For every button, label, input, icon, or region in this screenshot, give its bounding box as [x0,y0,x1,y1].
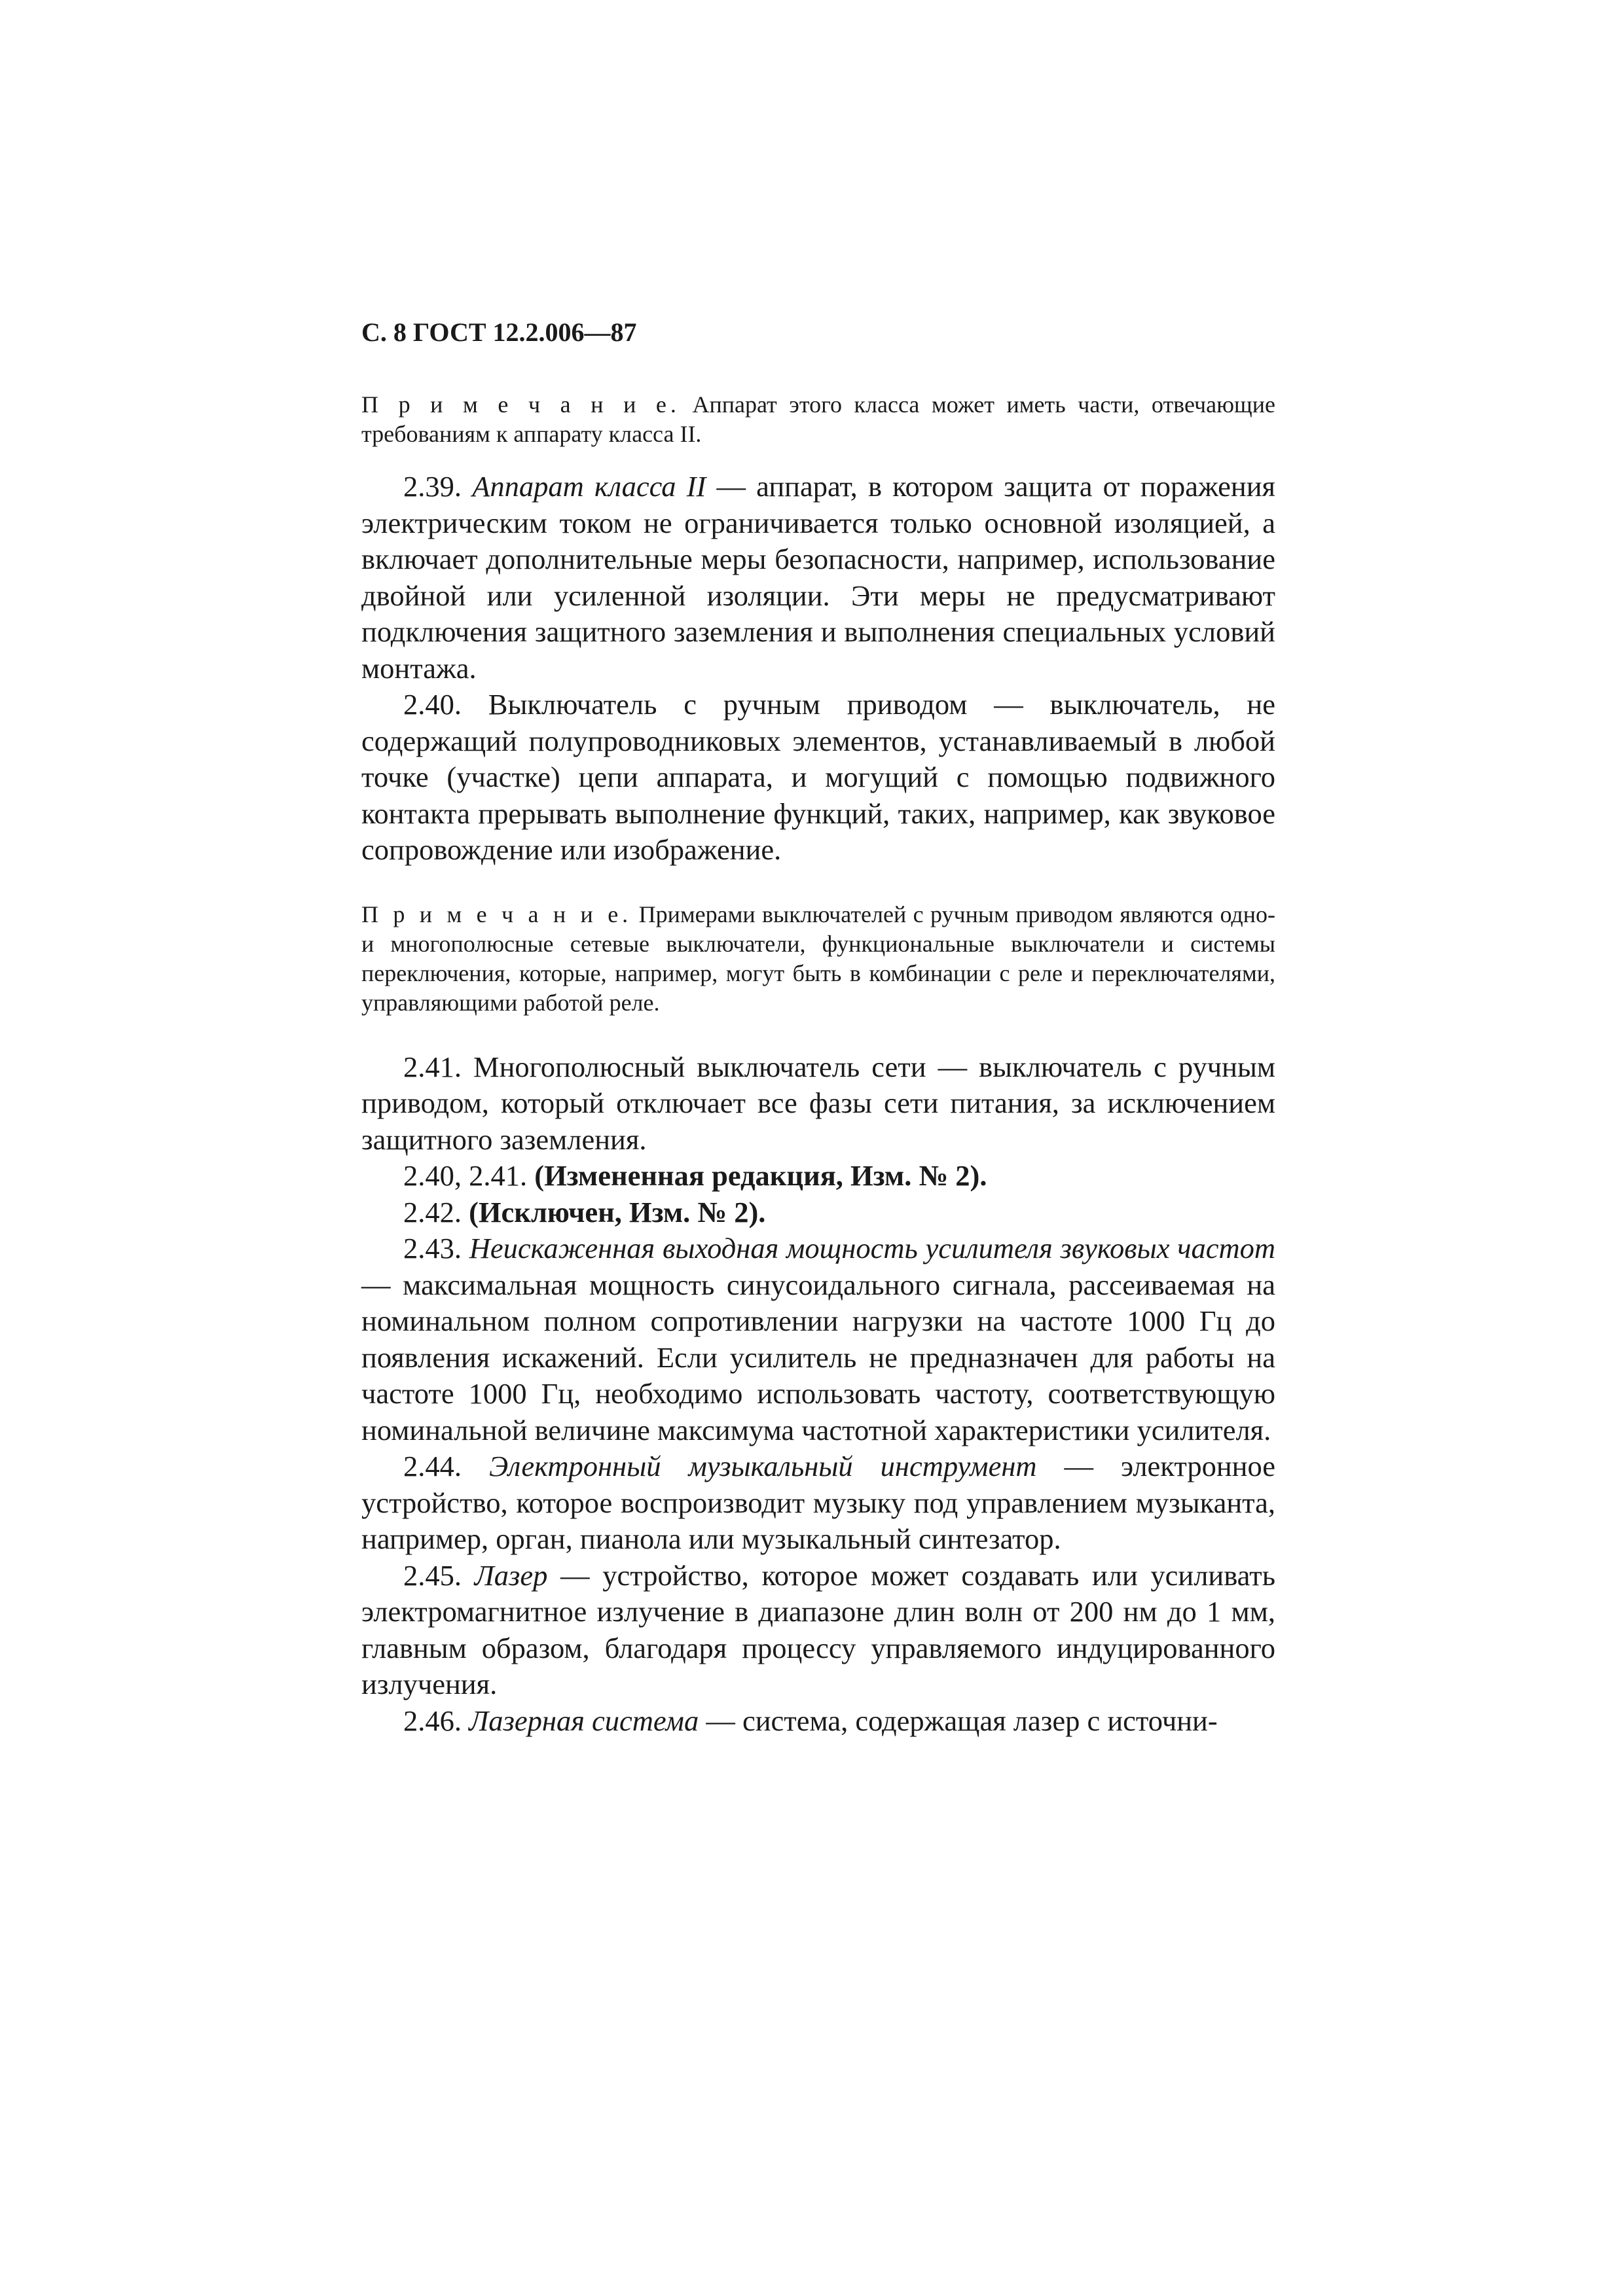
note-switches [361,900,1275,1018]
amendment-note: (Исключен, Изм. № 2). [469,1195,766,1229]
item-number: 2.39. [403,470,473,503]
note-label: П р и м е ч а н и е. [361,901,632,927]
item-number: 2.45. [403,1558,475,1592]
paragraph-2-40-2-41-change [361,1158,1275,1194]
term: Лазер [474,1558,548,1592]
note-label: П р и м е ч а н и е. [361,391,680,418]
definition: — устройство, которое может создавать или усиливать электромагнитное излучение в диапазоне длин волн от 200 нм до 1 мм, главным образом, благодаря процессу управляемого индуцированного излучения. [361,1558,1276,1700]
note-text: Аппарат этого класса может иметь части, отвечающие требованиям к аппарату класса II. [361,391,1275,447]
paragraph-2-43 [361,1230,1275,1448]
definition: — аппарат, в котором защита от поражения электрическим током не ограничивается только основной изоляцией, а включает дополнительные меры безопасности, например, использование двойной или усиленной изоляции. Эти меры не предусматривают подключения защитного заземления и выполнения специальных условий монтажа. [361,470,1275,685]
item-number: 2.46. [403,1704,469,1737]
paragraph-2-39 [361,469,1275,687]
paragraph-2-45 [361,1558,1275,1703]
term: Неискаженная выходная мощность усилителя звуковых частот [469,1232,1276,1265]
item-number: 2.43. [403,1232,469,1265]
note-text: Примерами выключателей с ручным приводом являются одно- и многополюсные сетевые выключатели, функциональные выключатели и системы переключения, которые, например, могут быть в комбинации с реле и переключателями, управляющими работой реле. [361,901,1275,1016]
term: Электронный музыкальный инструмент [489,1450,1037,1482]
document-page [361,314,1275,1739]
paragraph-2-46 [361,1703,1275,1740]
definition: — электронное устройство, которое воспроизводит музыку под управлением музыканта, например, орган, пианола или музыкальный синтезатор. [361,1450,1276,1555]
note-class-1 [361,390,1275,449]
definition: — максимальная мощность синусоидального сигнала, рассеиваемая на номинальном полном сопротивлении нагрузки на частоте 1000 Гц до появления искажений. Если усилитель не предназначен для работы на частоте 1000 Гц, необходимо использовать частоту, соответствующую номинальной величине максимума частотной характеристики усилителя. [361,1268,1275,1446]
term: Лазерная система [469,1704,699,1737]
definition: — система, содержащая лазер с источни- [699,1704,1218,1737]
paragraph-2-40: 2.40. Выключатель с ручным приводом — выключатель, не содержащий полупроводниковых элементов, устанавливаемый в любой точке (участке) цепи аппарата, и могущий с помощью подвижного контакта прерывать выполнение функций, таких, например, как звуковое сопровождение или изображение. [361,688,1275,866]
item-number: 2.42. [403,1195,469,1229]
item-number: 2.44. [403,1450,490,1482]
paragraph-2-41: 2.41. Многополюсный выключатель сети — выключатель с ручным приводом, который отключает все фазы сети питания, за исключением защитного заземления. [361,1050,1275,1156]
page-header: С. 8 ГОСТ 12.2.006—87 [361,317,637,347]
item-number: 2.40, 2.41. [403,1159,535,1192]
term: Аппарат класса II [472,470,706,503]
paragraph-2-44 [361,1448,1275,1558]
amendment-note: (Измененная редакция, Изм. № 2). [534,1159,987,1192]
paragraph-2-42 [361,1194,1275,1231]
